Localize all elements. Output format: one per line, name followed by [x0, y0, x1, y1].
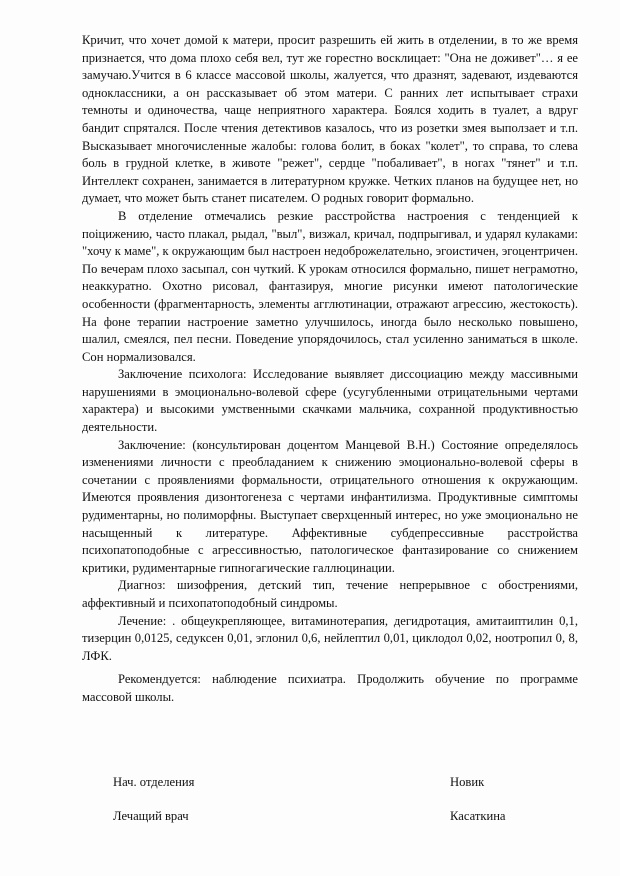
- signature-role: Лечащий врач: [113, 809, 189, 823]
- paragraph-anamnesis: Кричит, что хочет домой к матери, просит разрешить ей жить в отделении, в то же время признается, что дома плохо себя вел, тут же горестно восклицает: "Она не доживет"… я ее замучаю.Учится в 6 классе массовой школы, жалуется, что дразнят, задевают, издеваются одноклассники, а он рассказывает об этом матери. С ранних лет испытывает страхи темноты и одиночества, чаще неприятного характера. Боялся ходить в туалет, а вдруг бандит спрятался. После чтения детективов казалось, что из розетки змея выползает и т.п. Высказывает многочисленные жалобы: голова болит, в боках "колет", то справа, то слева боль в грудной клетке, в животе "режет", сердце "побаливает", в ногах "тянет" и т.п. Интеллект сохранен, занимается в литературном кружке. Четких планов на будущее нет, но думает, что может быть станет писателем. О родных говорит формально.: [82, 33, 578, 206]
- paragraph-consultation-conclusion: Заключение: (консультирован доцентом Манцевой В.Н.) Состояние определялось изменениями личности с преобладанием к снижению эмоционально-волевой сферы в сочетании с проявлениями формальности, отрицательного отношения к окружающим. Имеются проявления дизонтогенеза с чертами инфантилизма. Продуктивные симптомы рудиментарны, но полиморфны. Выступает сверхценный интерес, но уже эмоционально не насыщенный к литературе. Аффективные субдепрессивные расстройства психопатоподобные с агрессивностью, патологическое фантазирование со снижением критики, рудиментарные гипногагические галлюцинации.: [82, 437, 578, 575]
- paragraph-ward-observation: В отделение отмечались резкие расстройства настроения с тенденцией к поіцижению, часто плакал, рыдал, "выл", визжал, кричал, подпрыгивал, и ударял кулаками: "хочу к маме", к окружающим был настроен недоброжелательно, эгоистичен, эгоцентричен. По вечерам плохо засыпал, сон чуткий. К урокам относился формально, пишет неграмотно, неаккуратно. Охотно рисовал, фантазируя, многие рисунки имеют патологические особенности (фрагментарность, элементы агглютинации, отражают агрессию, жестокость). На фоне терапии настроение заметно улучшилось, иногда было несколько повышено, шалил, смеялся, пел песни. Поведение упорядочилось, стал усиленно заниматься в школе. Сон нормализовался.: [82, 208, 578, 364]
- paragraph-psychologist-conclusion: Заключение психолога: Исследование выявляет диссоциацию между массивными нарушениями в эмоционально-волевой сфере (усугубленными отрицательными чертами характера) и высокими умственными скачками мальчика, сохранной продуктивностью деятельности.: [82, 367, 578, 435]
- signature-name: Касаткина: [450, 809, 506, 823]
- document-body: [82, 32, 578, 707]
- paragraph-diagnosis: Диагноз: шизофрения, детский тип, течение непрерывное с обострениями, аффективный и психопатоподобный синдромы.: [82, 578, 578, 610]
- signature-name: Новик: [450, 775, 485, 789]
- paragraph-recommendation: Рекомендуется: наблюдение психиатра. Продолжить обучение по программе массовой школы.: [82, 672, 578, 704]
- signature-role: Нач. отделения: [113, 775, 195, 789]
- paragraph-treatment: Лечение: . общеукрепляющее, витаминотерапия, дегидротация, амитаиптилин 0,1, тизерцин 0,0125, седуксен 0,01, эглонил 0,6, нейлептил 0,01, циклодол 0,02, ноотропил 0, 8, ЛФК.: [82, 613, 578, 663]
